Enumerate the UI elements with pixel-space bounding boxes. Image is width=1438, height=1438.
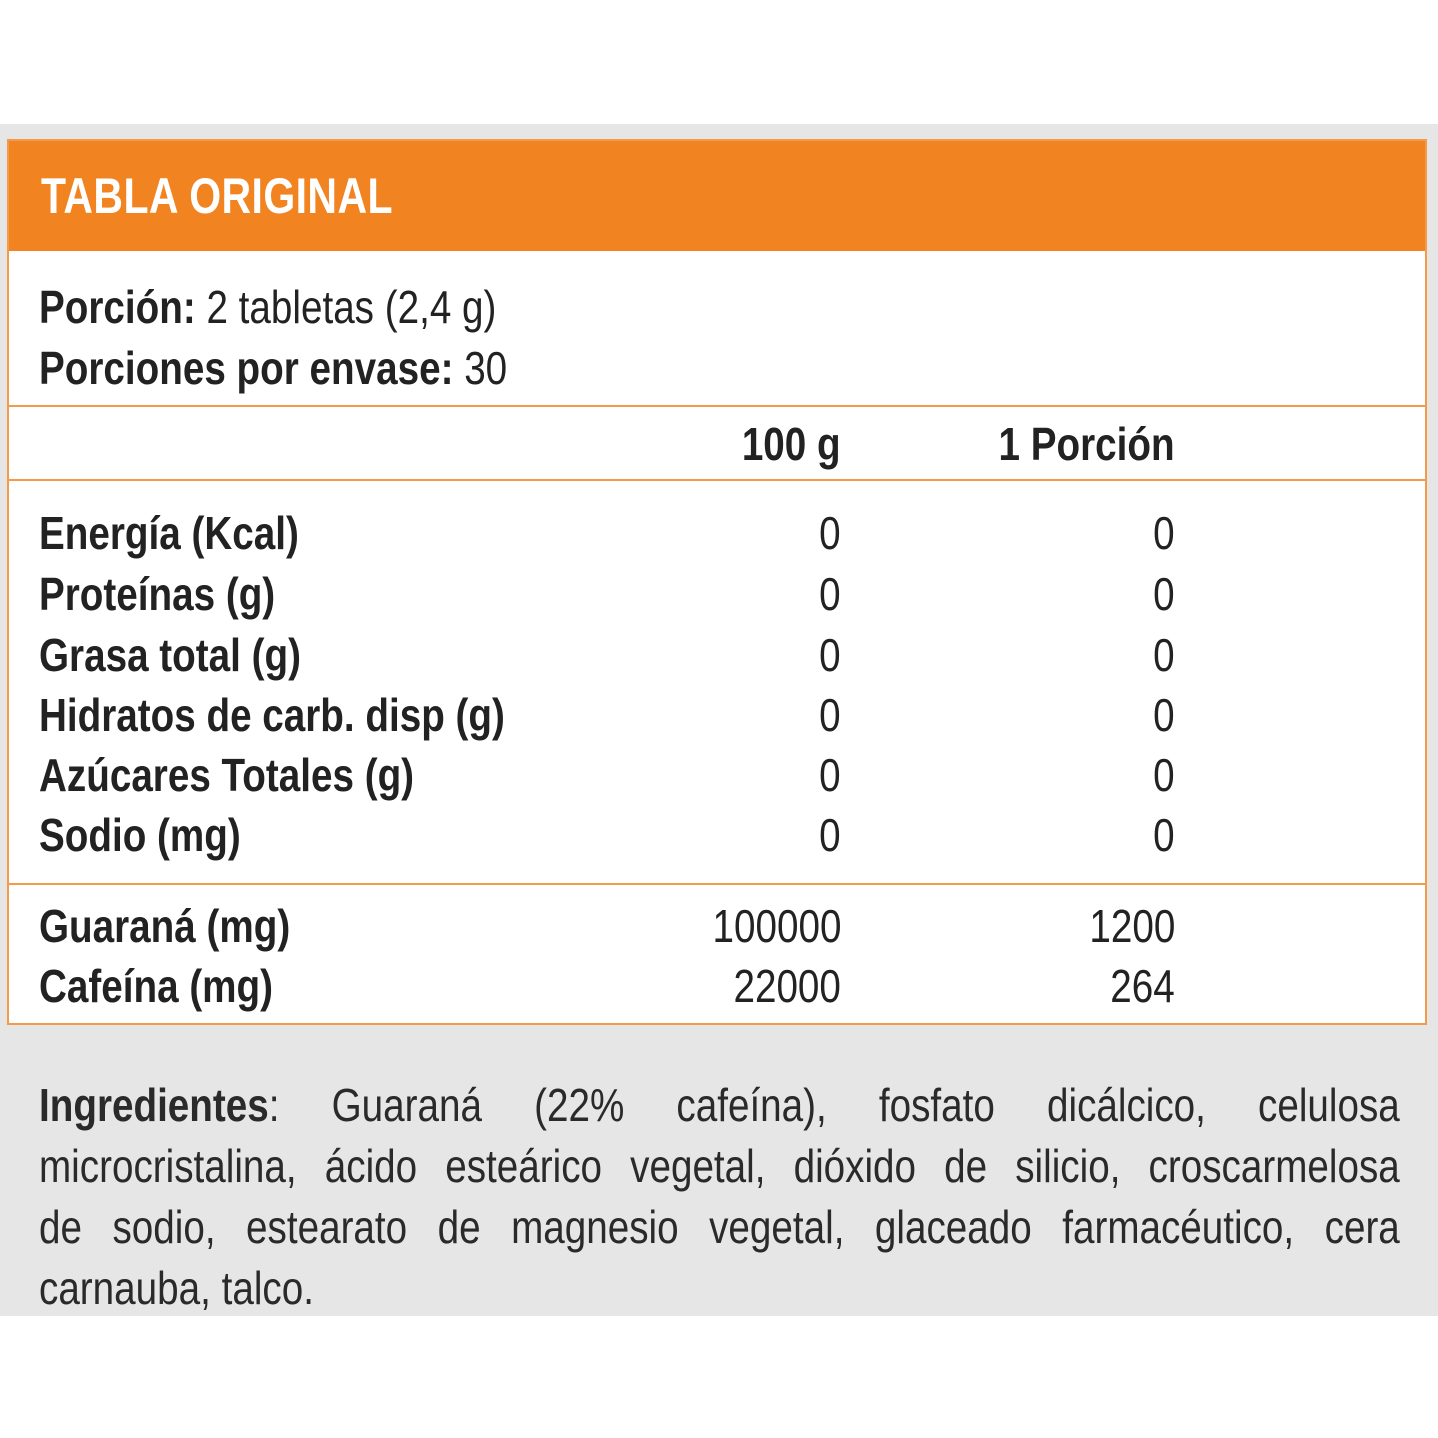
nutrient-name: Energía (Kcal) [39, 507, 299, 559]
active-per-100g: 22000 [733, 960, 841, 1012]
divider-columns [9, 479, 1425, 481]
nutrient-per-100g: 0 [819, 507, 841, 559]
ingredients-block [39, 1075, 1400, 1319]
nutrient-per-100g: 0 [819, 689, 841, 741]
ingredients-line: de sodio, estearato de magnesio vegetal, glaceado farmacéutico, cera [39, 1201, 1400, 1253]
serving-size [39, 281, 497, 333]
active-per-portion: 1200 [1089, 900, 1175, 952]
active-per-portion: 264 [1110, 960, 1175, 1012]
column-header-100g: 100 g [742, 418, 841, 470]
nutrient-per-portion: 0 [1153, 749, 1175, 801]
table-header [9, 141, 1425, 251]
serving-size-label: Porción: [39, 281, 196, 333]
ingredients-label: Ingredientes [39, 1079, 269, 1131]
nutrient-name: Sodio (mg) [39, 809, 241, 861]
nutrient-per-portion: 0 [1153, 689, 1175, 741]
nutrient-per-portion: 0 [1153, 568, 1175, 620]
nutrient-per-100g: 0 [819, 749, 841, 801]
nutrient-name: Azúcares Totales (g) [39, 749, 415, 801]
table-title: TABLA ORIGINAL [41, 168, 393, 224]
nutrient-name: Grasa total (g) [39, 629, 301, 681]
servings-per-container-value: 30 [453, 342, 508, 394]
nutrient-per-portion: 0 [1153, 809, 1175, 861]
divider-actives [9, 883, 1425, 885]
nutrition-table [7, 139, 1427, 1025]
nutrient-name: Hidratos de carb. disp (g) [39, 689, 505, 741]
nutrient-per-portion: 0 [1153, 629, 1175, 681]
servings-per-container-label: Porciones por envase: [39, 342, 454, 394]
column-header-portion: 1 Porción [998, 418, 1175, 470]
active-per-100g: 100000 [712, 900, 841, 952]
nutrient-per-portion: 0 [1153, 507, 1175, 559]
servings-per-container [39, 342, 508, 394]
serving-size-value: 2 tabletas (2,4 g) [195, 281, 497, 333]
ingredients-line: microcristalina, ácido esteárico vegetal, dióxido de silicio, croscarmelosa [39, 1140, 1400, 1192]
active-name: Guaraná (mg) [39, 900, 291, 952]
divider-serving [9, 405, 1425, 407]
ingredients-line: carnauba, talco. [39, 1262, 314, 1314]
nutrient-per-100g: 0 [819, 629, 841, 681]
active-name: Cafeína (mg) [39, 960, 274, 1012]
nutrient-name: Proteínas (g) [39, 568, 276, 620]
ingredients-line [39, 1075, 1400, 1136]
ingredients-text: : Guaraná (22% cafeína), fosfato dicálcico, celulosa [268, 1079, 1400, 1131]
nutrient-per-100g: 0 [819, 568, 841, 620]
nutrient-per-100g: 0 [819, 809, 841, 861]
